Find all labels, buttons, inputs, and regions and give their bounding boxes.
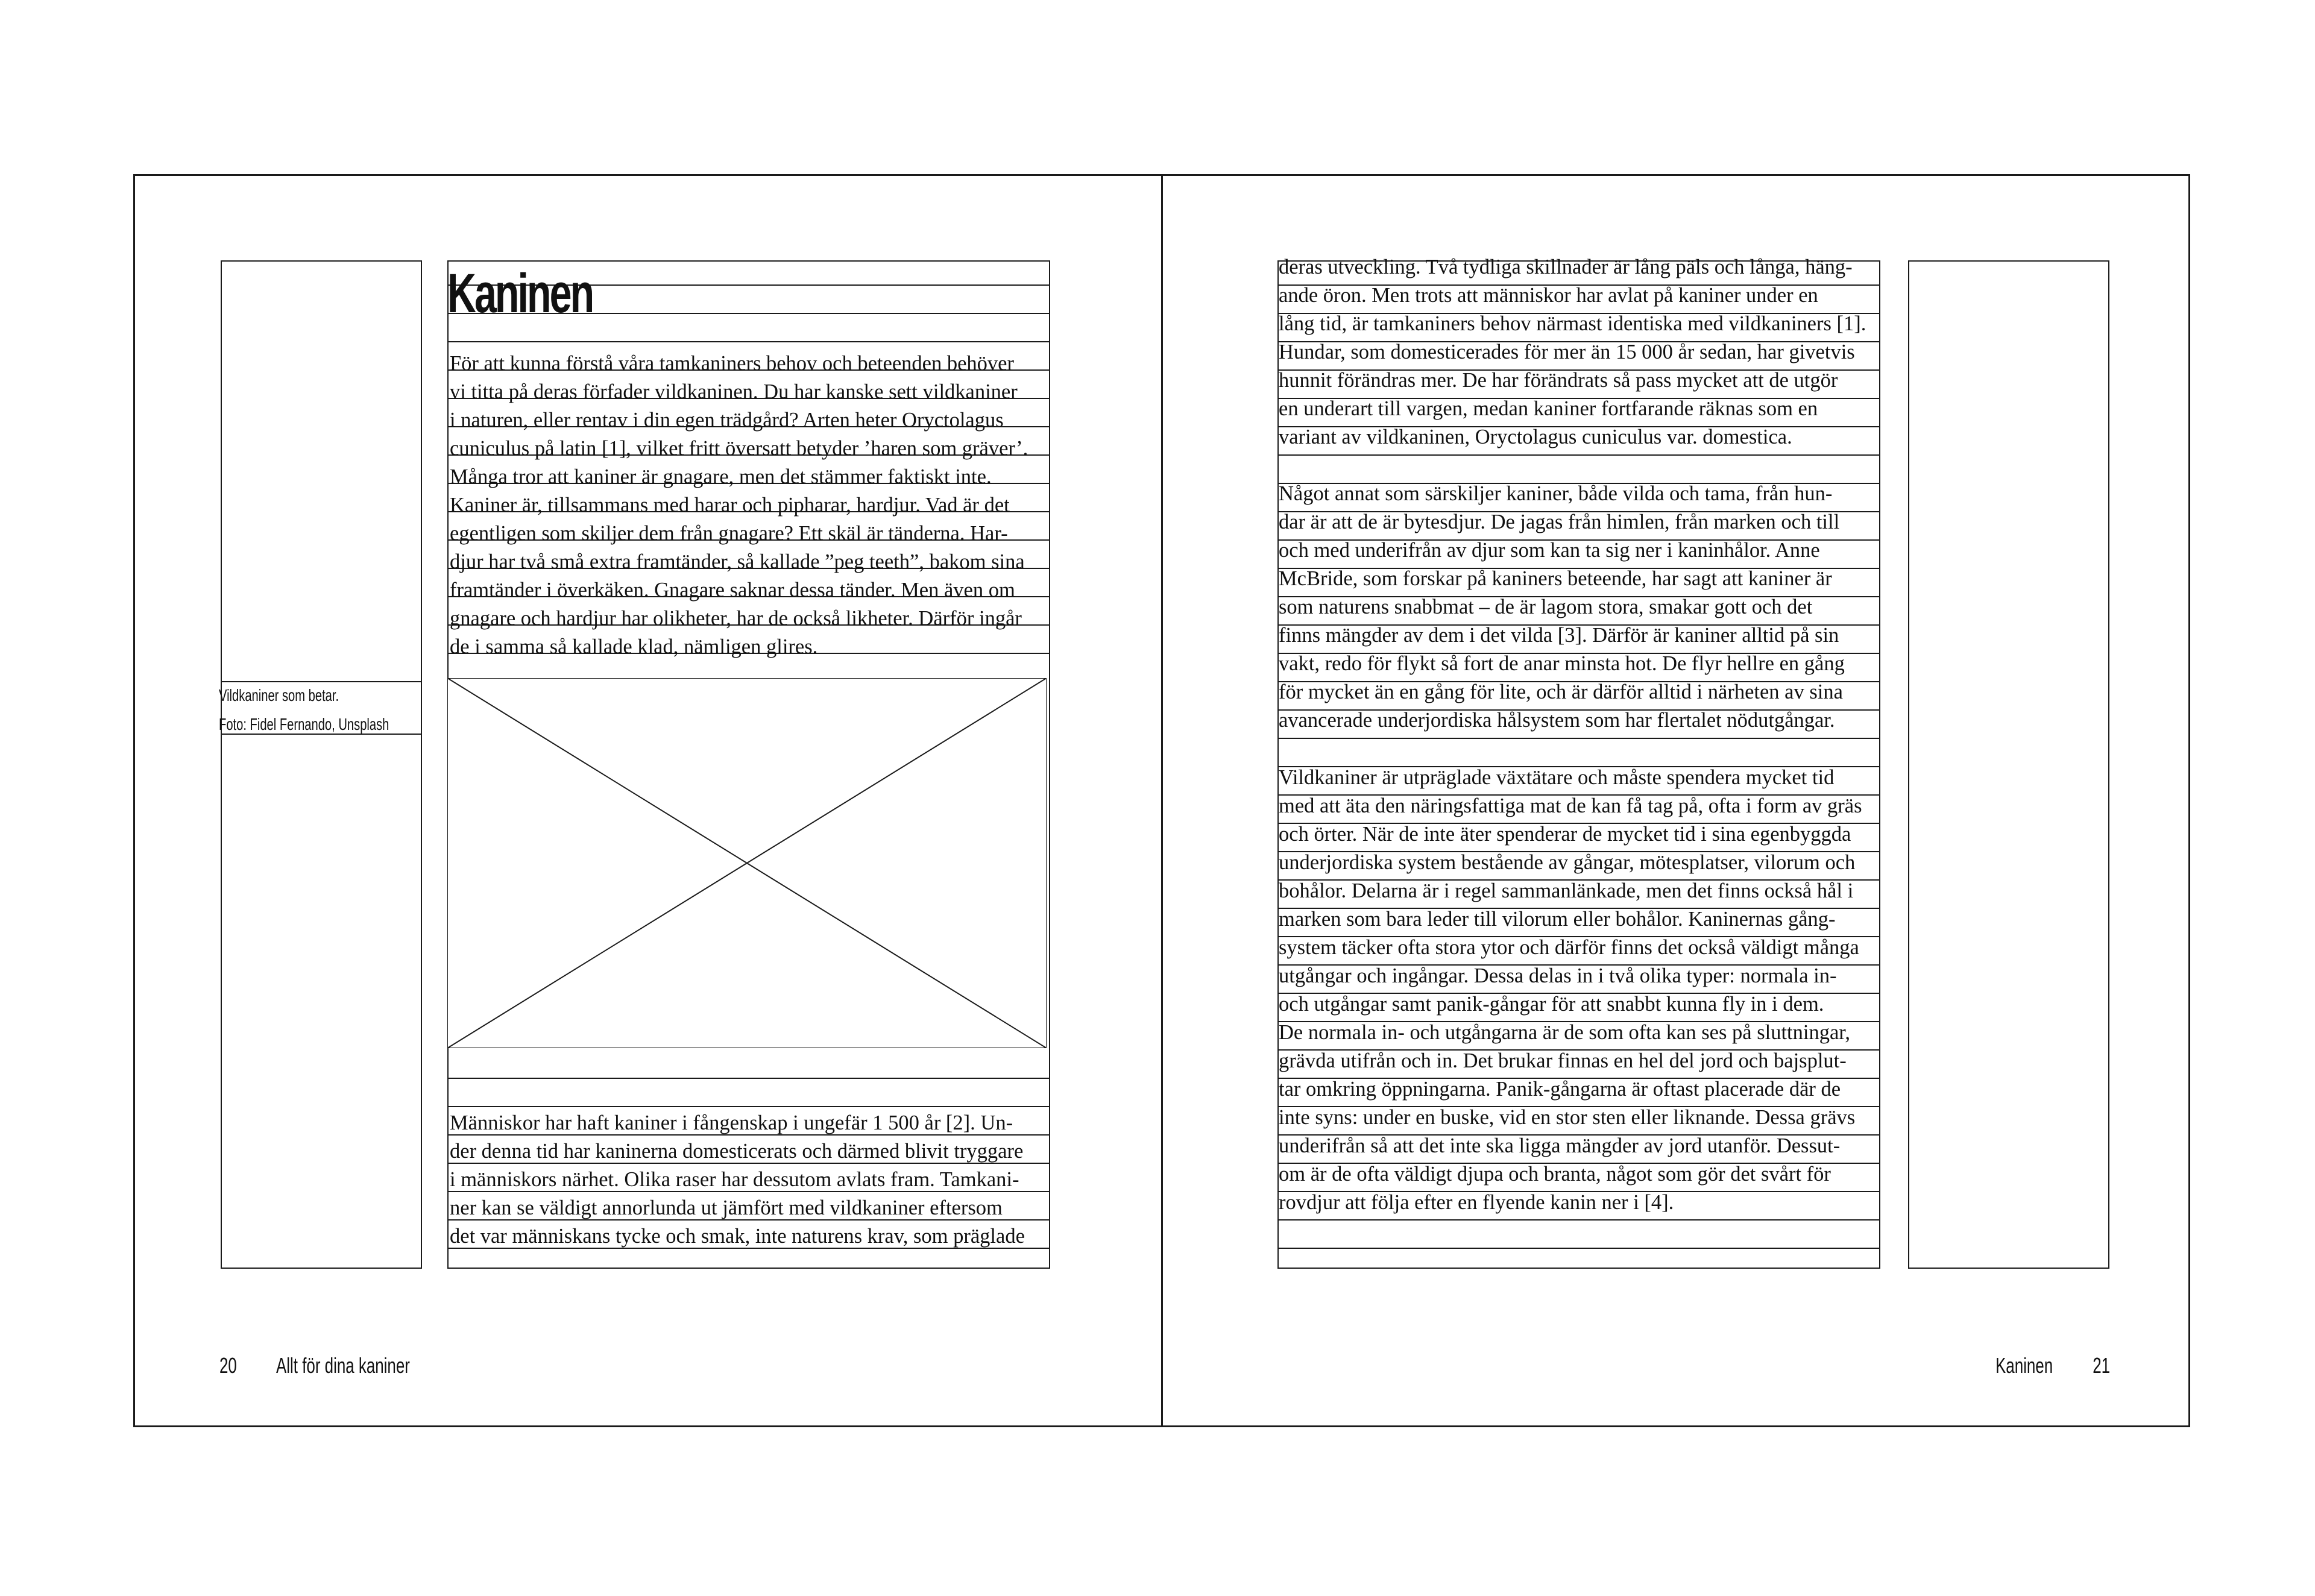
- caption-credit: Foto: Fidel Fernando, Unsplash: [219, 715, 389, 734]
- left-running-title: Allt för dina kaniner: [276, 1353, 410, 1378]
- text-line: Vildkaniner är utpräglade växtätare och måste spendera mycket tid: [1279, 766, 1835, 789]
- text-line: lång tid, är tamkaniners behov närmast identiska med vildkaniners [1].: [1279, 312, 1866, 335]
- text-line: framtänder i överkäken. Gnagare saknar dessa tänder. Men även om: [450, 579, 1015, 602]
- caption-line: Vildkaniner som betar.: [219, 686, 339, 705]
- text-line: Kaniner är, tillsammans med harar och pipharar, hardjur. Vad är det: [450, 494, 1010, 517]
- text-line: i naturen, eller rentav i din egen trädgård? Arten heter Oryctolagus: [450, 409, 1004, 432]
- right-paragraph-2: [1279, 480, 1845, 735]
- text-line: tar omkring öppningarna. Panik-gångarna är oftast placerade där de: [1279, 1078, 1841, 1101]
- text-line: De normala in- och utgångarna är de som ofta kan ses på sluttningar,: [1279, 1021, 1851, 1044]
- text-line: djur har två små extra framtänder, så kallade ”peg teeth”, bakom sina: [450, 550, 1025, 573]
- text-line: inte syns: under en buske, vid en stor sten eller liknande. Dessa grävs: [1279, 1106, 1856, 1129]
- text-line: Hundar, som domesticerades för mer än 15 000 år sedan, har givetvis: [1279, 341, 1855, 363]
- grid-rule: [447, 260, 1050, 262]
- image-caption: [219, 681, 389, 739]
- chapter-title: Kaninen: [447, 263, 593, 324]
- text-line: För att kunna förstå våra tamkaniners behov och beteenden behöver: [450, 352, 1014, 375]
- grid-rule: [1277, 454, 1880, 456]
- image-placeholder-cross: [447, 678, 1047, 1048]
- text-line: som naturens snabbmat – de är lagom stora, smakar gott och det: [1279, 595, 1813, 618]
- text-line: Något annat som särskiljer kaniner, både vilda och tama, från hun-: [1279, 482, 1833, 505]
- text-line: variant av vildkaninen, Oryctolagus cuniculus var. domestica.: [1279, 426, 1792, 448]
- right-paragraph-3: [1279, 764, 1862, 1217]
- text-line: gnagare och hardjur har olikheter, har de också likheter. Därför ingår: [450, 607, 1022, 630]
- text-line: och med underifrån av djur som kan ta sig ner i kaninhålor. Anne: [1279, 539, 1820, 562]
- text-line: dar är att de är bytesdjur. De jagas från himlen, från marken och till: [1279, 511, 1840, 533]
- grid-rule: [447, 1078, 1050, 1079]
- text-line: finns mängder av dem i det vilda [3]. Därför är kaniner alltid på sin: [1279, 624, 1839, 647]
- text-line: ande öron. Men trots att människor har avlat på kaniner under en: [1279, 284, 1818, 307]
- grid-rule: [447, 341, 1050, 342]
- grid-rule: [447, 1106, 1050, 1107]
- text-line: marken som bara leder till vilorum eller bohålor. Kaninernas gång-: [1279, 908, 1836, 931]
- text-line: cuniculus på latin [1], vilket fritt översatt betyder ’haren som gräver’.: [450, 437, 1028, 460]
- text-line: med att äta den näringsfattiga mat de kan få tag på, ofta i form av gräs: [1279, 794, 1862, 817]
- text-line: om är de ofta väldigt djupa och branta, något som gör det svårt för: [1279, 1163, 1831, 1186]
- text-line: Många tror att kaniner är gnagare, men det stämmer faktiskt inte.: [450, 465, 992, 488]
- text-line: egentligen som skiljer dem från gnagare? Ett skäl är tänderna. Har-: [450, 522, 1008, 545]
- text-line: i människors närhet. Olika raser har dessutom avlats fram. Tamkani-: [450, 1168, 1019, 1191]
- text-line: vi titta på deras förfader vildkaninen. Du har kanske sett vildkaniner: [450, 380, 1018, 403]
- text-line: avancerade underjordiska hålsystem som har flertalet nödutgångar.: [1279, 709, 1835, 732]
- text-line: underifrån så att det inte ska ligga mängder av jord utanför. Dessut-: [1279, 1134, 1841, 1157]
- text-line: utgångar och ingångar. Dessa delas in i två olika typer: normala in-: [1279, 964, 1837, 987]
- text-line: Människor har haft kaniner i fångenskap i ungefär 1 500 år [2]. Un-: [450, 1111, 1013, 1134]
- left-margin-column: [221, 260, 422, 1269]
- text-line: en underart till vargen, medan kaniner fortfarande räknas som en: [1279, 397, 1818, 420]
- text-line: det var människans tycke och smak, inte naturens krav, som präglade: [450, 1225, 1025, 1248]
- right-page-number: 21: [2093, 1353, 2110, 1378]
- text-line: grävda utifrån och in. Det brukar finnas en hel del jord och bajsplut-: [1279, 1049, 1847, 1072]
- text-line: McBride, som forskar på kaniners beteende, har sagt att kaniner är: [1279, 567, 1832, 590]
- spine-gutter: [1161, 174, 1163, 1427]
- grid-rule: [1277, 738, 1880, 739]
- left-paragraph-2: [450, 1109, 1025, 1251]
- text-line: och örter. När de inte äter spenderar de mycket tid i sina egenbyggda: [1279, 823, 1851, 846]
- text-line: ner kan se väldigt annorlunda ut jämfört med vildkaniner eftersom: [450, 1196, 1003, 1219]
- right-running-title: Kaninen: [1995, 1353, 2053, 1378]
- text-line: vakt, redo för flykt så fort de anar minsta hot. De flyr hellre en gång: [1279, 652, 1845, 675]
- left-page-number: 20: [219, 1353, 237, 1378]
- left-paragraph-1: [450, 350, 1028, 661]
- text-line: rovdjur att följa efter en flyende kanin ner i [4].: [1279, 1191, 1674, 1214]
- grid-rule: [1277, 1248, 1880, 1249]
- text-line: der denna tid har kaninerna domesticerats och därmed blivit tryggare: [450, 1140, 1024, 1163]
- text-line: underjordiska system bestående av gångar, mötesplatser, vilorum och: [1279, 851, 1856, 874]
- image-placeholder: [447, 678, 1047, 1048]
- text-line: deras utveckling. Två tydliga skillnader är lång päls och långa, häng-: [1279, 256, 1853, 278]
- text-line: hunnit förändras mer. De har förändrats så pass mycket att de utgör: [1279, 369, 1838, 392]
- text-line: bohålor. Delarna är i regel sammanlänkade, men det finns också hål i: [1279, 879, 1854, 902]
- text-line: de i samma så kallade klad, nämligen glires.: [450, 635, 818, 658]
- text-line: och utgångar samt panik-gångar för att snabbt kunna fly in i dem.: [1279, 993, 1824, 1016]
- grid-rule: [1277, 1219, 1880, 1221]
- text-line: för mycket än en gång för lite, och är därför alltid i närheten av sina: [1279, 680, 1843, 703]
- right-paragraph-1: [1279, 253, 1866, 451]
- right-margin-column: [1908, 260, 2109, 1269]
- text-line: system täcker ofta stora ytor och därför finns det också väldigt många: [1279, 936, 1859, 959]
